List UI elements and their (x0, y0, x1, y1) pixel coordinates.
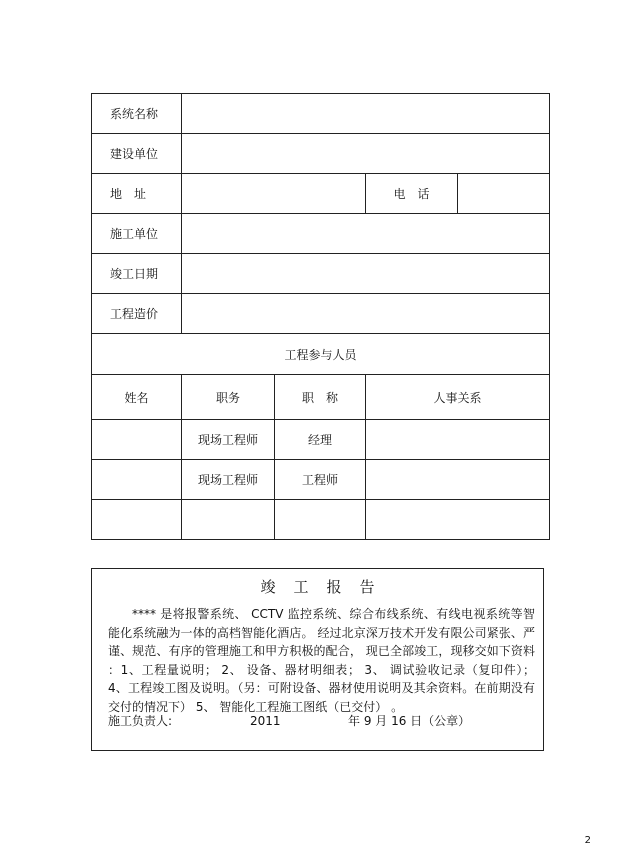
person-title-cell[interactable] (275, 500, 366, 540)
table-row (92, 420, 550, 460)
project-info-form (91, 93, 550, 540)
page-number: 2 (584, 835, 591, 846)
person-relation-cell[interactable] (366, 420, 550, 460)
address-label: 地 址 (92, 174, 182, 214)
person-position-cell[interactable]: 现场工程师 (182, 420, 275, 460)
person-name-cell[interactable] (92, 420, 182, 460)
table-row (92, 460, 550, 500)
completion-date-field[interactable] (182, 254, 550, 294)
person-relation-cell[interactable] (366, 460, 550, 500)
column-header-relation: 人事关系 (366, 375, 550, 420)
phone-label: 电 话 (366, 174, 458, 214)
person-name-cell[interactable] (92, 460, 182, 500)
report-body: **** 是将报警系统、 CCTV 监控系统、综合布线系统、有线电视系统等智能化系统融为一体的高档智能化酒店。 经过北京深万技术开发有限公司紧张、严谨、规范、有序的管理施工和甲方积极的配合， 现已全部竣工，现移交如下资料 ：1、工程量说明； 2、 设备、器材明细表； 3、 调试验收记录（复印件）； 4、工程竣工图及说明。（另：可附设备、器材使用说明及其余资料。在前期没有交付的情况下） 5、 智能化工程施工图纸（已交付） 。 (108, 607, 535, 714)
signer-label: 施工负责人: (108, 714, 173, 728)
person-position-cell[interactable] (182, 500, 275, 540)
table-row (92, 500, 550, 540)
completion-report-box (91, 568, 544, 751)
person-title-cell[interactable]: 工程师 (275, 460, 366, 500)
system-name-label: 系统名称 (92, 94, 182, 134)
personnel-heading: 工程参与人员 (92, 334, 550, 375)
completion-date-label: 竣工日期 (92, 254, 182, 294)
system-name-field[interactable] (182, 94, 550, 134)
contractor-label: 施工单位 (92, 214, 182, 254)
person-relation-cell[interactable] (366, 500, 550, 540)
phone-field[interactable] (458, 174, 550, 214)
column-header-name: 姓名 (92, 375, 182, 420)
report-date: 年 9 月 16 日（公章） (348, 714, 471, 728)
cost-field[interactable] (182, 294, 550, 334)
column-header-title: 职 称 (275, 375, 366, 420)
column-header-position: 职务 (182, 375, 275, 420)
construction-unit-label: 建设单位 (92, 134, 182, 174)
person-title-cell[interactable]: 经理 (275, 420, 366, 460)
construction-unit-field[interactable] (182, 134, 550, 174)
person-name-cell[interactable] (92, 500, 182, 540)
report-title: 竣工报告 (260, 578, 393, 596)
report-year: 2011 (250, 714, 281, 728)
address-field[interactable] (182, 174, 366, 214)
cost-label: 工程造价 (92, 294, 182, 334)
person-position-cell[interactable]: 现场工程师 (182, 460, 275, 500)
contractor-field[interactable] (182, 214, 550, 254)
